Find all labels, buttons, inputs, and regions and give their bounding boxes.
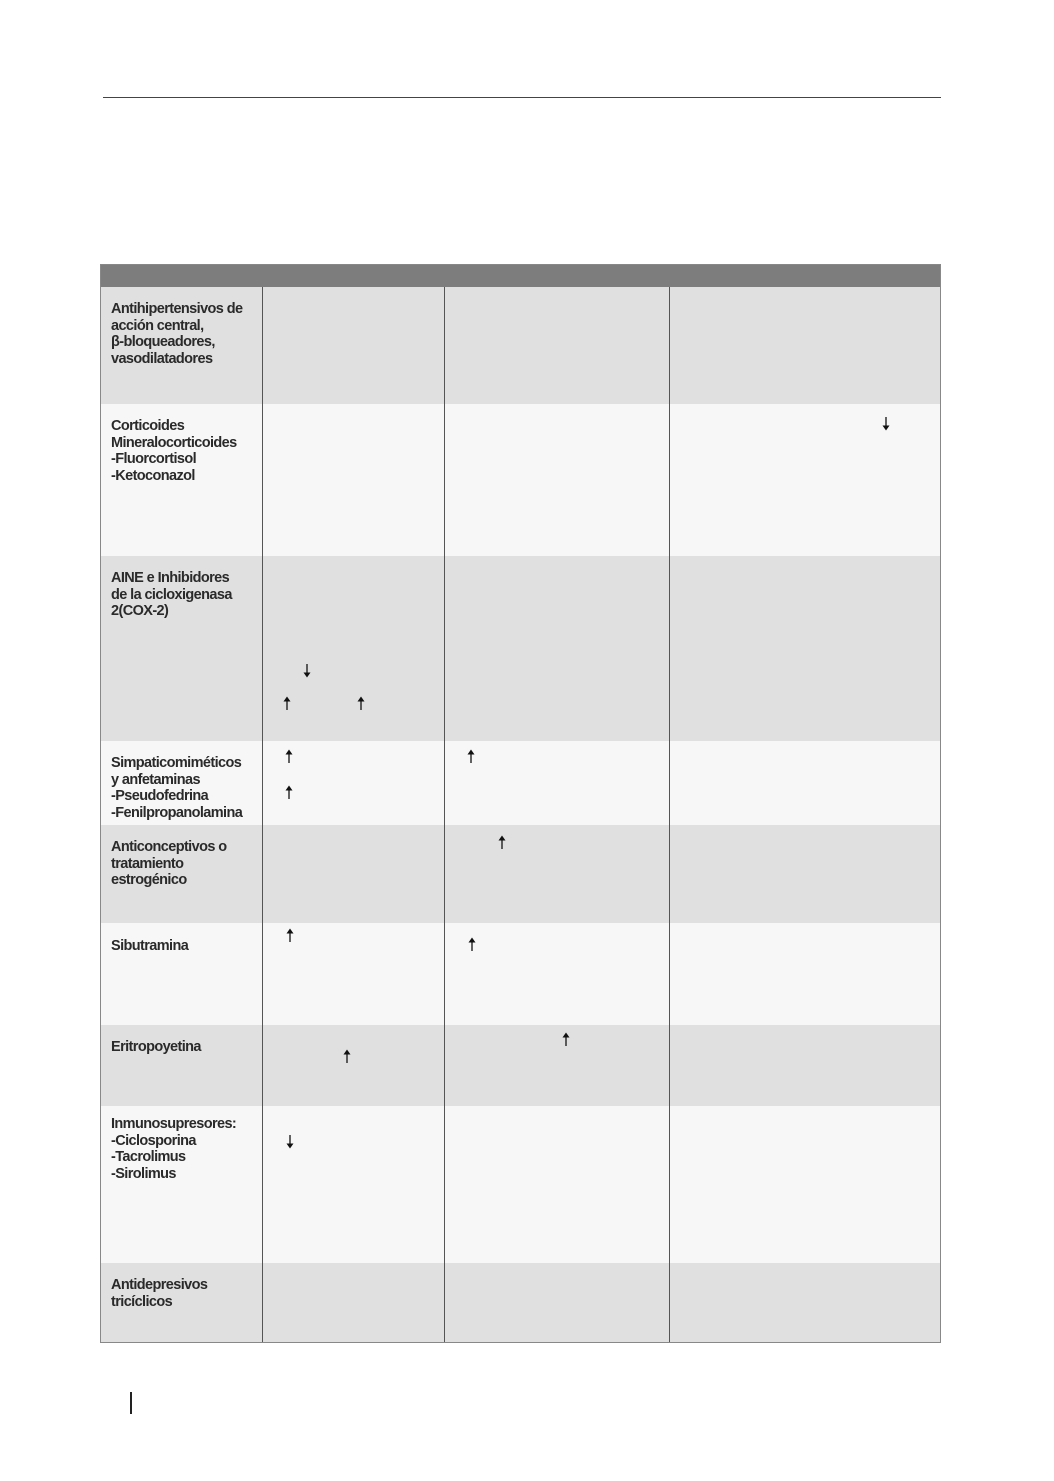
up-arrow-icon [497,834,507,850]
drug-name: AINE e Inhibidores de la cicloxigenasa 2(COX-2) [111,570,232,619]
drug-interaction-table [100,264,941,1343]
up-arrow-icon [356,695,366,711]
up-arrow-icon [342,1048,352,1064]
column-divider [444,287,445,1342]
top-rule [103,97,941,98]
up-arrow-icon [561,1031,571,1047]
table-row [101,1106,940,1263]
column-divider [669,287,670,1342]
table-row [101,741,940,825]
drug-name: Sibutramina [111,938,189,954]
page-marker [130,1392,132,1414]
drug-name: Eritropoyetina [111,1039,201,1055]
down-arrow-icon [285,1134,295,1150]
up-arrow-icon [285,927,295,943]
up-arrow-icon [467,936,477,952]
up-arrow-icon [284,748,294,764]
up-arrow-icon [466,748,476,764]
drug-name: Inmunosupresores: -Ciclosporina -Tacrolimus -Sirolimus [111,1116,237,1182]
column-divider [262,287,263,1342]
table-row [101,923,940,1025]
up-arrow-icon [284,784,294,800]
drug-name: Anticonceptivos o tratamiento estrogénico [111,839,227,888]
table-row [101,1025,940,1106]
down-arrow-icon [881,416,891,432]
table-row [101,556,940,741]
table-header [101,265,940,288]
drug-name: Antidepresivos tricíclicos [111,1277,208,1310]
table-row [101,287,940,404]
table-row [101,1263,940,1342]
down-arrow-icon [302,663,312,679]
table-row [101,825,940,923]
drug-name: Simpaticomiméticos y anfetaminas -Pseudofedrina -Fenilpropanolamina [111,755,243,821]
drug-name: Antihipertensivos de acción central, β-bloqueadores, vasodilatadores [111,301,243,367]
drug-name: Corticoides Mineralocorticoides -Fluorcortisol -Ketoconazol [111,418,237,484]
table-row [101,404,940,556]
up-arrow-icon [282,695,292,711]
